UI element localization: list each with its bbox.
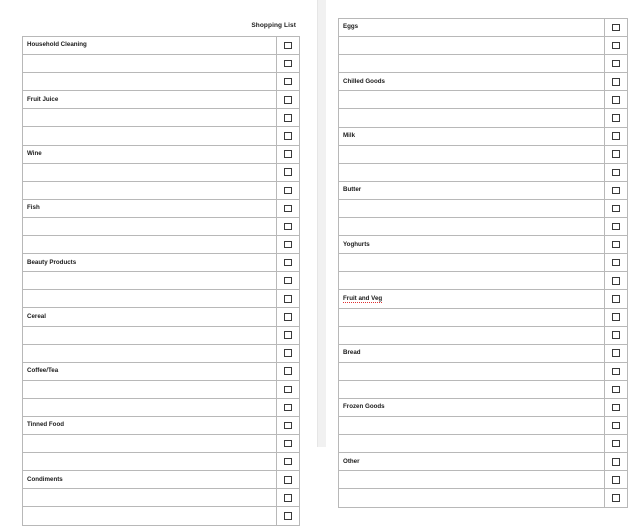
category-label-cell[interactable]: Household Cleaning [23,37,277,55]
table-row[interactable] [23,181,300,199]
table-row[interactable] [23,344,300,362]
checkbox-cell[interactable] [605,91,628,109]
checkbox-icon[interactable] [284,512,292,520]
checkbox-cell[interactable] [277,217,300,235]
checkbox-icon[interactable] [284,132,292,140]
checkbox-icon[interactable] [612,150,620,158]
shopping-list-table-left[interactable] [22,36,300,526]
checkbox-cell[interactable] [277,290,300,308]
list-item-cell[interactable] [339,471,605,489]
checkbox-cell[interactable] [605,290,628,308]
table-row[interactable] [339,344,628,362]
table-row[interactable] [339,19,628,37]
checkbox-cell[interactable] [605,417,628,435]
checkbox-cell[interactable] [605,344,628,362]
category-label-cell[interactable]: Milk [339,127,605,145]
table-row[interactable] [339,453,628,471]
category-label-cell[interactable]: Condiments [23,471,277,489]
checkbox-icon[interactable] [612,78,620,86]
list-item-cell[interactable] [339,145,605,163]
list-item-cell[interactable] [23,435,277,453]
checkbox-cell[interactable] [605,109,628,127]
checkbox-icon[interactable] [612,404,620,412]
checkbox-cell[interactable] [605,199,628,217]
table-row[interactable] [23,435,300,453]
checkbox-icon[interactable] [284,187,292,195]
checkbox-cell[interactable] [277,181,300,199]
table-row[interactable] [339,362,628,380]
table-row[interactable] [339,199,628,217]
list-item-cell[interactable] [23,290,277,308]
table-row[interactable] [339,55,628,73]
checkbox-cell[interactable] [277,199,300,217]
table-row[interactable] [339,109,628,127]
category-label-cell[interactable]: Tinned Food [23,416,277,434]
table-row[interactable] [339,218,628,236]
document-page-left [0,0,318,483]
table-row[interactable] [339,308,628,326]
checkbox-cell[interactable] [277,109,300,127]
checkbox-cell[interactable] [277,254,300,272]
table-row[interactable] [23,163,300,181]
list-item-cell[interactable] [339,362,605,380]
checkbox-icon[interactable] [284,313,292,321]
checkbox-cell[interactable] [605,19,628,37]
list-item-cell[interactable] [23,326,277,344]
checkbox-icon[interactable] [612,386,620,394]
table-row[interactable] [23,55,300,73]
list-item-cell[interactable] [23,109,277,127]
table-row[interactable] [23,236,300,254]
table-row[interactable] [339,272,628,290]
checkbox-icon[interactable] [612,476,620,484]
checkbox-cell[interactable] [605,236,628,254]
checkbox-cell[interactable] [605,398,628,416]
checkbox-cell[interactable] [277,163,300,181]
checkbox-cell[interactable] [605,181,628,199]
checkbox-cell[interactable] [605,254,628,272]
checkbox-cell[interactable] [277,344,300,362]
checkbox-icon[interactable] [284,476,292,484]
checkbox-icon[interactable] [284,241,292,249]
table-row[interactable] [23,290,300,308]
table-row[interactable] [339,398,628,416]
table-row[interactable] [339,145,628,163]
list-item-cell[interactable] [339,308,605,326]
shopping-list-table-right[interactable] [338,18,628,508]
list-item-cell[interactable] [339,417,605,435]
table-row[interactable] [23,127,300,145]
category-label-cell[interactable]: Eggs [339,19,605,37]
table-row[interactable] [339,254,628,272]
checkbox-icon[interactable] [284,223,292,231]
table-row[interactable] [23,453,300,471]
checkbox-cell[interactable] [605,145,628,163]
category-label-cell[interactable]: Wine [23,145,277,163]
list-item-cell[interactable] [339,163,605,181]
checkbox-icon[interactable] [612,494,620,502]
checkbox-cell[interactable] [605,127,628,145]
checkbox-icon[interactable] [284,277,292,285]
checkbox-icon[interactable] [612,313,620,321]
checkbox-icon[interactable] [612,187,620,195]
list-item-cell[interactable] [339,380,605,398]
checkbox-cell[interactable] [277,145,300,163]
table-row[interactable] [23,416,300,434]
checkbox-icon[interactable] [284,259,292,267]
spellcheck-text: Fruit and Veg [343,294,383,302]
checkbox-cell[interactable] [605,73,628,91]
list-item-cell[interactable] [23,489,277,507]
checkbox-icon[interactable] [612,331,620,339]
checkbox-icon[interactable] [612,205,620,213]
checkbox-cell[interactable] [277,453,300,471]
list-item-cell[interactable] [23,344,277,362]
checkbox-icon[interactable] [612,42,620,50]
checkbox-cell[interactable] [277,471,300,489]
list-item-cell[interactable] [23,236,277,254]
table-row[interactable] [23,73,300,91]
category-label-cell[interactable]: Yoghurts [339,236,605,254]
list-item-cell[interactable] [339,199,605,217]
table-row[interactable] [23,254,300,272]
list-item-cell[interactable] [339,109,605,127]
category-label-cell[interactable]: Frozen Goods [339,398,605,416]
checkbox-icon[interactable] [284,42,292,50]
list-item-cell[interactable] [23,181,277,199]
checkbox-cell[interactable] [277,326,300,344]
table-row[interactable] [339,471,628,489]
checkbox-icon[interactable] [284,205,292,213]
checkbox-cell[interactable] [605,362,628,380]
checkbox-icon[interactable] [284,494,292,502]
checkbox-icon[interactable] [612,241,620,249]
list-item-cell[interactable] [23,453,277,471]
checkbox-icon[interactable] [612,169,620,177]
checkbox-cell[interactable] [605,55,628,73]
checkbox-cell[interactable] [605,435,628,453]
checkbox-icon[interactable] [612,277,620,285]
table-row[interactable] [23,380,300,398]
checkbox-cell[interactable] [277,380,300,398]
checkbox-icon[interactable] [284,96,292,104]
checkbox-cell[interactable] [277,91,300,109]
table-row[interactable] [23,326,300,344]
list-item-cell[interactable] [23,73,277,91]
list-item-cell[interactable] [339,326,605,344]
checkbox-icon[interactable] [612,60,620,68]
table-row[interactable] [339,91,628,109]
checkbox-cell[interactable] [605,163,628,181]
checkbox-icon[interactable] [612,368,620,376]
category-label-cell[interactable] [339,290,605,308]
page-title: Shopping List [251,22,296,29]
shopping-list-body-right [339,19,628,508]
category-label-cell[interactable]: Butter [339,181,605,199]
checkbox-cell[interactable] [277,362,300,380]
table-row[interactable] [339,37,628,55]
list-item-cell[interactable] [339,55,605,73]
checkbox-icon[interactable] [284,114,292,122]
checkbox-icon[interactable] [284,404,292,412]
document-page-right [326,0,640,465]
list-item-cell[interactable] [23,217,277,235]
list-item-cell[interactable] [339,91,605,109]
checkbox-cell[interactable] [277,308,300,326]
table-row[interactable] [339,163,628,181]
table-row[interactable] [339,181,628,199]
table-row[interactable] [23,362,300,380]
checkbox-cell[interactable] [277,435,300,453]
list-item-cell[interactable] [23,163,277,181]
checkbox-icon[interactable] [612,132,620,140]
checkbox-cell[interactable] [605,218,628,236]
checkbox-cell[interactable] [605,489,628,507]
list-item-cell[interactable] [23,55,277,73]
checkbox-cell[interactable] [277,73,300,91]
category-label-cell[interactable]: Fruit Juice [23,91,277,109]
checkbox-icon[interactable] [284,422,292,430]
list-item-cell[interactable] [339,272,605,290]
table-row[interactable] [23,37,300,55]
category-label-cell[interactable]: Coffee/Tea [23,362,277,380]
checkbox-icon[interactable] [284,386,292,394]
table-row[interactable] [23,199,300,217]
checkbox-cell[interactable] [605,471,628,489]
list-item-cell[interactable] [23,398,277,416]
list-item-cell[interactable] [23,507,277,525]
table-row[interactable] [23,145,300,163]
table-row[interactable] [23,471,300,489]
checkbox-icon[interactable] [284,78,292,86]
checkbox-cell[interactable] [605,272,628,290]
checkbox-cell[interactable] [277,398,300,416]
checkbox-cell[interactable] [277,489,300,507]
category-label-cell[interactable]: Other [339,453,605,471]
checkbox-cell[interactable] [277,37,300,55]
category-label-cell[interactable]: Beauty Products [23,254,277,272]
table-row[interactable] [339,489,628,507]
checkbox-cell[interactable] [605,326,628,344]
category-label-cell[interactable]: Fish [23,199,277,217]
table-row[interactable] [339,236,628,254]
checkbox-icon[interactable] [284,458,292,466]
checkbox-cell[interactable] [605,37,628,55]
checkbox-cell[interactable] [605,380,628,398]
checkbox-icon[interactable] [612,295,620,303]
list-item-cell[interactable] [339,218,605,236]
table-row[interactable] [23,272,300,290]
shopping-list-body-left [23,37,300,526]
checkbox-icon[interactable] [284,440,292,448]
category-label-cell[interactable]: Cereal [23,308,277,326]
list-item-cell[interactable] [339,435,605,453]
checkbox-cell[interactable] [277,416,300,434]
checkbox-icon[interactable] [284,60,292,68]
checkbox-icon[interactable] [612,440,620,448]
table-row[interactable] [339,326,628,344]
checkbox-cell[interactable] [277,127,300,145]
checkbox-icon[interactable] [612,114,620,122]
checkbox-icon[interactable] [284,150,292,158]
checkbox-icon[interactable] [284,367,292,375]
checkbox-icon[interactable] [284,168,292,176]
list-item-cell[interactable] [339,37,605,55]
category-label-cell[interactable]: Chilled Goods [339,73,605,91]
category-label-cell[interactable]: Bread [339,344,605,362]
page-left-edge-shade [317,0,318,447]
table-row[interactable] [339,73,628,91]
list-item-cell[interactable] [23,127,277,145]
list-item-cell[interactable] [339,254,605,272]
table-row[interactable] [23,308,300,326]
table-row[interactable] [23,109,300,127]
table-row[interactable] [339,290,628,308]
table-row[interactable] [23,91,300,109]
table-row[interactable] [23,507,300,525]
checkbox-cell[interactable] [277,272,300,290]
checkbox-icon[interactable] [612,259,620,267]
checkbox-icon[interactable] [612,349,620,357]
checkbox-cell[interactable] [605,453,628,471]
table-row[interactable] [23,398,300,416]
checkbox-icon[interactable] [612,96,620,104]
page-gutter [318,0,326,447]
table-row[interactable] [339,435,628,453]
checkbox-icon[interactable] [612,223,620,231]
checkbox-icon[interactable] [284,349,292,357]
list-item-cell[interactable] [339,489,605,507]
checkbox-cell[interactable] [277,236,300,254]
table-row[interactable] [339,127,628,145]
checkbox-icon[interactable] [284,295,292,303]
checkbox-cell[interactable] [277,55,300,73]
table-row[interactable] [339,380,628,398]
checkbox-cell[interactable] [277,507,300,525]
checkbox-icon[interactable] [612,422,620,430]
table-row[interactable] [339,417,628,435]
list-item-cell[interactable] [23,380,277,398]
checkbox-cell[interactable] [605,308,628,326]
checkbox-icon[interactable] [284,331,292,339]
table-row[interactable] [23,489,300,507]
checkbox-icon[interactable] [612,24,620,32]
table-row[interactable] [23,217,300,235]
list-item-cell[interactable] [23,272,277,290]
checkbox-icon[interactable] [612,458,620,466]
